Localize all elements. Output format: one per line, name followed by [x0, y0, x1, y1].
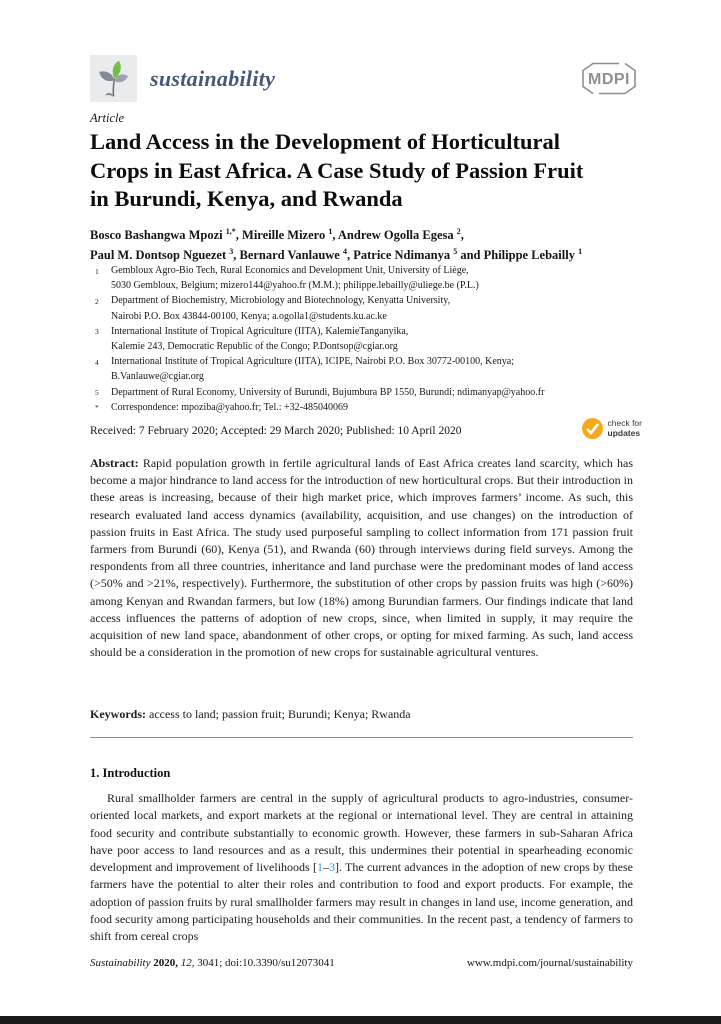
citation-ref-1[interactable]: 1: [316, 860, 323, 875]
author-list: Bosco Bashangwa Mpozi $^{1,*}$, Mireille Mizero $^1$, Andrew Ogolla Egesa $^2$, Paul M. Dontsop Nguezet $^3$, Bernard Vanlauwe $^4$, Patrice Ndimanya $^5$ and Philippe Lebailly $^1$: [90, 227, 583, 262]
journal-logo[interactable]: [90, 55, 275, 102]
intro-paragraph: [90, 790, 633, 946]
check-updates-badge[interactable]: [582, 418, 643, 439]
footer-citation: [90, 957, 335, 969]
author: Bernard Vanlauwe $^4$: [239, 246, 347, 262]
affiliation-text: Department of Rural Economy, University of Burundi, Bujumbura BP 1550, Burundi; ndimanyap@yahoo.fr: [111, 386, 545, 398]
badge-label: [608, 419, 643, 438]
affiliation-number: 5: [95, 388, 99, 398]
affiliation-number: 3: [95, 327, 99, 337]
author: Mireille Mizero $^1$: [242, 227, 333, 243]
badge-label-line1: check for: [607, 418, 642, 428]
author: Bosco Bashangwa Mpozi $^{1,*}$: [90, 227, 236, 243]
mdpi-logo[interactable]: [578, 60, 640, 102]
citation-ref-3[interactable]: 3: [328, 860, 335, 875]
keywords-label: Keywords:: [90, 707, 146, 721]
affiliation-row: [90, 263, 635, 293]
author: Philippe Lebailly $^1$: [483, 246, 583, 262]
footer-year: 2020,: [150, 957, 181, 969]
title-line-3: in Burundi, Kenya, and Rwanda: [90, 186, 403, 211]
footer-journal-name: Sustainability: [90, 957, 151, 969]
affiliation-text: Department of Biochemistry, Microbiology and Biotechnology, Kenyatta University, Nairobi P.O. Box 43844-00100, Kenya; a.ogolla1@students.ku.ac.ke: [111, 295, 451, 322]
svg-text:MDPI: MDPI: [588, 71, 630, 88]
mdpi-hexagon-icon: [578, 60, 640, 97]
footer-volume: 12,: [180, 957, 198, 969]
affiliation-row: [90, 400, 635, 415]
bottom-bar: [0, 1016, 721, 1024]
affiliation-row: [90, 293, 635, 323]
intro-heading: 1. Introduction: [90, 766, 171, 780]
affiliation-number: 2: [95, 296, 99, 306]
author: Paul M. Dontsop Nguezet $^3$: [90, 246, 234, 262]
keywords: [90, 706, 633, 723]
affiliation-text: International Institute of Tropical Agriculture (IITA), KalemieTanganyika, Kalemie 243, Democratic Republic of the Congo; P.Dontsop@cgiar.org: [111, 325, 409, 353]
abstract: [90, 455, 633, 661]
check-icon: [582, 418, 603, 439]
citation-bracket-close: ]: [334, 860, 339, 875]
affiliation-text: International Institute of Tropical Agriculture (IITA), ICIPE, Nairobi P.O. Box 30772-00100, Kenya; B.Vanlauwe@cgiar.org: [111, 356, 515, 383]
badge-label-line2: updates: [607, 427, 641, 438]
page-title: [90, 128, 633, 214]
affiliation-number: *: [95, 403, 99, 413]
citation-dash: –: [322, 860, 329, 875]
affiliation-number: 4: [95, 357, 99, 367]
affiliation-list: [90, 263, 635, 415]
intro-text-before: Rural smallholder farmers are central in the supply of agricultural products to agro-industries, consumer-oriented local markets, and export markets at the regional or international level. They are central in attaining food security and contribute substantially to economic growth. However, these farmers in sub-Saharan Africa have poor access to land resources and as a result, this undermines their potential in spearheading economic development and improvement of livelihoods: [90, 791, 633, 875]
affiliation-text: Gembloux Agro-Bio Tech, Rural Economics and Development Unit, University of Liège, 5030 Gembloux, Belgium; mizero144@yahoo.fr (M.M.); philippe.lebailly@uliege.be (P.L.): [111, 265, 479, 292]
citation-bracket-open: [: [312, 860, 317, 875]
affiliation-row: [90, 385, 635, 400]
title-line-1: Land Access in the Development of Horticultural: [90, 129, 560, 154]
affiliation-text: Correspondence: mpoziba@yahoo.fr; Tel.: +32-485040069: [111, 401, 348, 413]
author: Andrew Ogolla Egesa $^2$: [337, 227, 461, 243]
keywords-text: access to land; passion fruit; Burundi; Kenya; Rwanda: [149, 707, 411, 721]
footer: [90, 957, 633, 969]
intro-text-after: . The current advances in the adoption of new crops by these farmers have the potential to alter their roles and contribution to food and export products. For example, the adoption of passion fruits by rural smallholder farmers may result in changes in land use, income generation, and food security among participating households and their communities. In the recent past, a tendency of farmers to shift from cereal crops: [90, 860, 633, 944]
abstract-text: Rapid population growth in fertile agricultural lands of East Africa creates land scarcity, which has become a major hindrance to land access for the introduction of new horticultural crops. But their introduction in these areas is increasing, because of their high market price, which improves farmers’ income. As such, this research evaluated land access dynamics (availability, acquisition, and use changes) on the introduction of passion fruits in East Africa. The study used purposeful sampling to collect information from 171 passion fruit farmers from Burundi (60), Kenya (51), and Rwanda (60) through interviews during field surveys. Among the respondents from all three countries, inheritance and land purchase were the predominant modes of land access (>50% and >21%, respectively). Furthermore, the substitution of other crops by passion fruits was high (>60%) among Kenyan and Rwandan farmers, but low (18%) among Burundian farmers. Our findings indicate that land access influences the patterns of adoption of new crops, since, when limited in supply, it may require the acquisition of new land space, abandonment of other crops, or opting for mixed farming. As such, land access should be a consideration in the promotion of new crops for sustainable agricultural ventures.: [90, 456, 633, 660]
footer-doi: 3041; doi:10.3390/su12073041: [197, 957, 335, 969]
author: Patrice Ndimanya $^5$: [353, 246, 458, 262]
abstract-label: Abstract:: [90, 456, 139, 470]
sustainability-plant-icon: [90, 55, 137, 102]
section-divider: [90, 737, 633, 738]
received-dates: Received: 7 February 2020; Accepted: 29 March 2020; Published: 10 April 2020: [90, 425, 462, 437]
affiliation-row: [90, 354, 635, 384]
article-type-label: Article: [90, 111, 125, 125]
footer-url[interactable]: www.mdpi.com/journal/sustainability: [466, 957, 633, 969]
journal-name: sustainability: [150, 65, 276, 91]
affiliation-row: [90, 324, 635, 354]
affiliation-number: 1: [95, 266, 99, 276]
title-line-2: Crops in East Africa. A Case Study of Passion Fruit: [90, 157, 584, 183]
